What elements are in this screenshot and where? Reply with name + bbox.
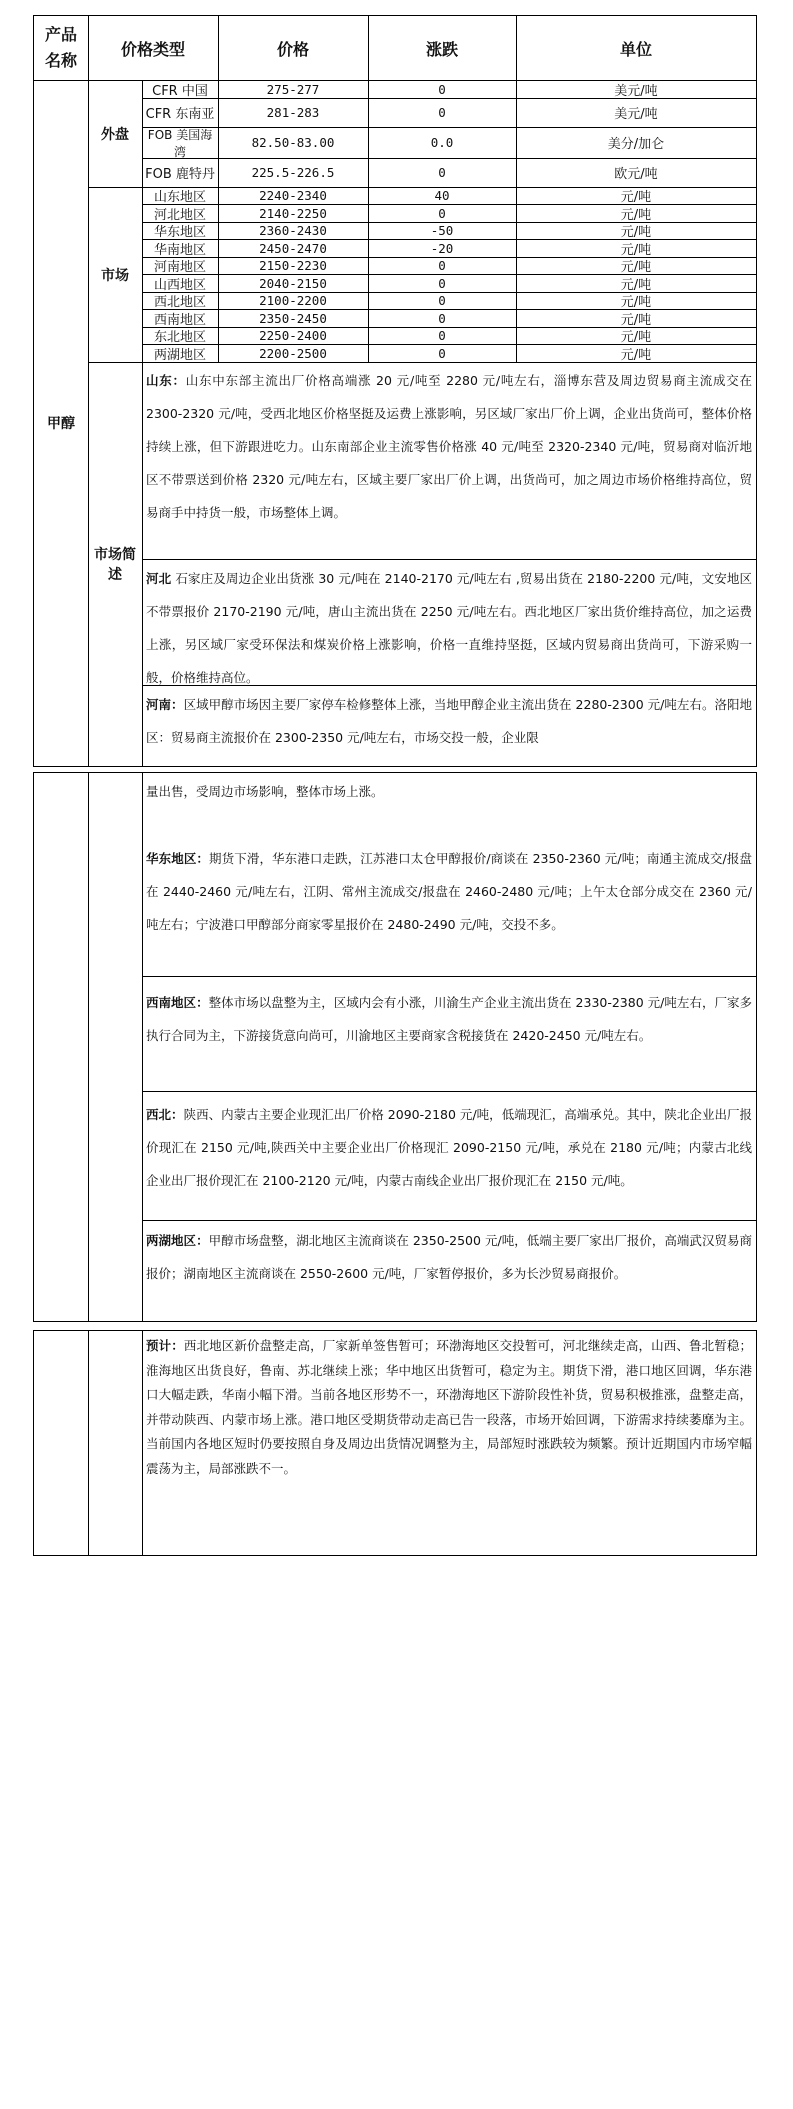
summary-huadong: 华东地区：期货下滑，华东港口走跌，江苏港口太仓甲醇报价/商谈在 2350-2360 元/吨；南通主流成交/报盘在 2440-2460 元/吨左右，江阴、常州主流成交/报盘在 2460-2480 元/吨；上午太仓部分成交在 2360 元/吨左右；宁波港口甲醇部分商家零星报价在 2480-2490 元/吨，交投不多。 <box>146 851 752 932</box>
market-cell-change: 0 <box>438 258 446 273</box>
market-cell-unit: 元/吨 <box>620 190 652 205</box>
group-outer-market: 外盘 <box>101 126 129 143</box>
product-methanol: 甲醇 <box>47 416 75 432</box>
market-cell-type: 东北地区 <box>153 330 206 345</box>
market-cell-price: 2350-2450 <box>259 310 327 326</box>
market-cell-type: 西南地区 <box>153 312 206 328</box>
market-cell-type: 两湖地区 <box>153 347 206 363</box>
market-cell-type: 西北地区 <box>153 295 206 310</box>
header-unit: 单位 <box>619 39 652 59</box>
market-cell-type: 河北地区 <box>153 207 206 223</box>
market-cell-change: 0 <box>438 328 446 343</box>
summary-shandong: 山东：山东中东部主流出厂价格高端涨 20 元/吨至 2280 元/吨左右，淄博东营及周边贸易商主流成交在 2300-2320 元/吨，受西北地区价格坚挺及运费上涨影响，另区域厂家出厂价上调，企业出货尚可，整体价格持续上涨，但下游跟进吃力。山东南部企业主流零售价格涨 40 元/吨至 2320-2340 元/吨，贸易商对临沂地区不带票送到价格 2320 元/吨左右，区域主要厂家出厂价上调，出货尚可，加之周边市场价格维持高位，贸易商手中持货一般，市场整体上调。 <box>146 373 752 520</box>
header-price-type: 价格类型 <box>120 39 185 59</box>
market-cell-change: 0 <box>438 345 446 361</box>
market-cell-unit: 元/吨 <box>620 330 652 345</box>
market-cell-change: -50 <box>430 223 454 238</box>
summary-forecast: 预计：西北地区新价盘整走高，厂家新单签售暂可；环渤海地区交投暂可，河北继续走高，山西、鲁北暂稳；淮海地区出货良好，鲁南、苏北继续上涨；华中地区出货暂可，稳定为主。期货下滑，港口地区回调，华东港口大幅走跌，华南小幅下滑。当前各地区形势不一，环渤海地区下游阶段性补货，贸易积极推涨，盘整走高，并带动陕西、内蒙市场上涨。港口地区受期货带动走高已告一段落，市场开始回调，下游需求持续萎靡为主。当前国内各地区短时仍要按照自身及周边出货情况调整为主，局部短时涨跌较为频繁。预计近期国内市场窄幅震荡为主，局部涨跌不一。 <box>146 1338 752 1476</box>
summary-xinan: 西南地区：整体市场以盘整为主，区域内会有小涨，川渝生产企业主流出货在 2330-2380 元/吨左右，厂家多执行合同为主，下游接货意向尚可，川渝地区主要商家含税接货在 2420-2450 元/吨左右。 <box>146 995 752 1043</box>
summary-xibei: 西北：陕西、内蒙古主要企业现汇出厂价格 2090-2180 元/吨，低端现汇，高端承兑。其中，陕北企业出厂报价现汇在 2150 元/吨,陕西关中主要企业出厂价格现汇 2090-2150 元/吨，承兑在 2180 元/吨；内蒙古北线企业出厂报价现汇在 2100-2120 元/吨，内蒙古南线企业出厂报价现汇在 2150 元/吨。 <box>146 1107 752 1188</box>
market-cell-unit: 元/吨 <box>620 207 652 223</box>
market-cell-change: 40 <box>434 188 450 203</box>
market-cell-change: 0 <box>438 275 446 291</box>
market-cell-price: 2200-2500 <box>259 345 327 361</box>
market-cell-price: 2150-2230 <box>259 258 327 273</box>
summary-lianghu: 两湖地区：甲醇市场盘整，湖北地区主流商谈在 2350-2500 元/吨，低端主要厂家出厂报价，高端武汉贸易商报价；湖南地区主流商谈在 2550-2600 元/吨，厂家暂停报价，多为长沙贸易商报价。 <box>146 1233 752 1281</box>
market-cell-price: 2450-2470 <box>259 240 327 256</box>
market-cell-type: 华南地区 <box>153 242 206 258</box>
market-cell-price: 2100-2200 <box>259 293 327 308</box>
market-cell-price: 2250-2400 <box>259 328 327 343</box>
header-product-name: 产品名称 <box>44 25 77 70</box>
market-cell-unit: 元/吨 <box>620 277 652 293</box>
summary-henan: 河南：区域甲醇市场因主要厂家停车检修整体上涨，当地甲醇企业主流出货在 2280-2300 元/吨左右。洛阳地区：贸易商主流报价在 2300-2350 元/吨左右，市场交投一般，企业限 <box>146 697 752 745</box>
group-market-summary: 市场简述 <box>94 547 136 583</box>
header-change: 涨跌 <box>425 39 458 59</box>
market-cell-unit: 元/吨 <box>620 242 652 258</box>
header-price: 价格 <box>276 39 309 59</box>
market-cell-type: 河南地区 <box>153 260 206 275</box>
market-cell-price: 2240-2340 <box>259 188 327 203</box>
summary-hebei: 河北 石家庄及周边企业出货涨 30 元/吨在 2140-2170 元/吨左右 ,贸易出货在 2180-2200 元/吨，文安地区不带票报价 2170-2190 元/吨，唐山主流出货在 2250 元/吨左右。西北地区厂家出货价维持高位，加之运费上涨，另区域厂家受环保法和煤炭价格上涨影响，价格一直维持坚挺，区域内贸易商出货尚可，下游采购一般，价格维持高位。 <box>146 571 752 685</box>
market-cell-unit: 元/吨 <box>620 225 652 240</box>
market-cell-type: 山西地区 <box>153 277 206 293</box>
market-cell-price: 2040-2150 <box>259 275 327 291</box>
market-cell-type: 山东地区 <box>153 190 206 205</box>
market-cell-change: 0 <box>438 310 446 326</box>
market-cell-type: 华东地区 <box>153 225 206 240</box>
summary-henan-continued: 量出售，受周边市场影响，整体市场上涨。 <box>146 784 384 799</box>
market-cell-change: 0 <box>438 205 446 221</box>
market-cell-unit: 元/吨 <box>620 312 652 328</box>
market-cell-unit: 元/吨 <box>620 295 652 310</box>
market-cell-unit: 元/吨 <box>620 347 652 363</box>
market-cell-price: 2140-2250 <box>259 205 327 221</box>
group-domestic-market: 市场 <box>101 267 129 284</box>
market-cell-change: 0 <box>438 293 446 308</box>
market-cell-price: 2360-2430 <box>259 223 327 238</box>
market-cell-unit: 元/吨 <box>620 260 652 275</box>
market-cell-change: -20 <box>430 240 454 256</box>
